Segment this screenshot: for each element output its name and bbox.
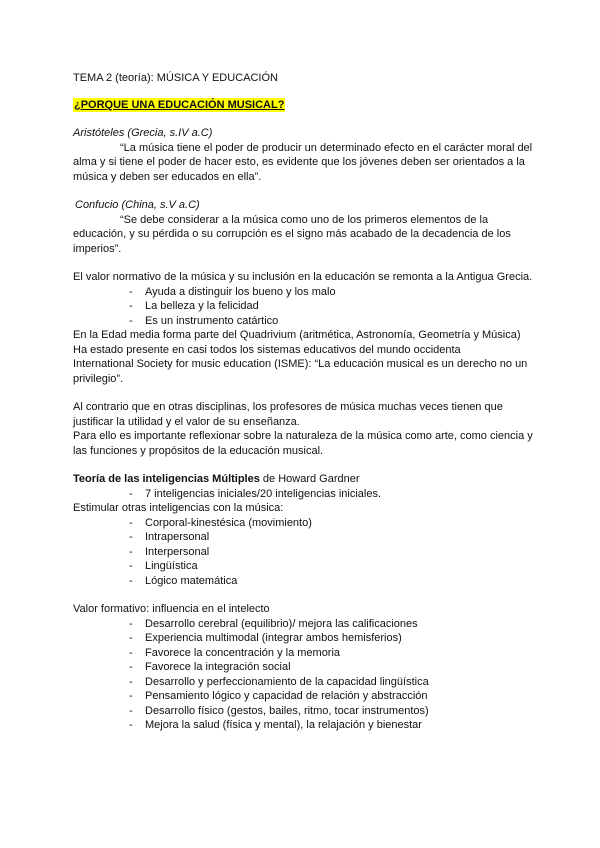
- section-heading: ¿PORQUE UNA EDUCACIÓN MUSICAL?: [74, 98, 285, 111]
- list-item: - Experiencia multimodal (integrar ambos hemisferios): [129, 631, 533, 646]
- paragraph-edad-media: En la Edad media forma parte del Quadrivium (aritmética, Astronomía, Geometría y Música): [73, 329, 521, 341]
- gardner-title: [73, 472, 533, 487]
- list-item: - Desarrollo cerebral (equilibrio)/ mejora las calificaciones: [129, 617, 533, 632]
- paragraph-sistemas: Ha estado presente en casi todos los sistemas educativos del mundo occidenta: [73, 343, 461, 356]
- quote-author-confucio: Confucio (China, s.V a.C): [75, 199, 200, 211]
- list-item: - Interpersonal: [129, 545, 533, 560]
- paragraph-isme: International Society for music education (ISME): “La educación musical es un derecho no un privilegio”.: [73, 358, 528, 385]
- gardner-title-rest: de Howard Gardner: [259, 473, 360, 485]
- quote-text-aristoteles: “La música tiene el poder de producir un determinado efecto en el carácter moral del alma y si tiene el poder de hacer esto, es evidente que los jóvenes deben ser orientados a la música y deben ser educados en ella”.: [73, 141, 533, 183]
- list-item: - Intrapersonal: [129, 530, 533, 545]
- list-item: - Lingüística: [129, 559, 533, 574]
- list-item: - Pensamiento lógico y capacidad de relación y abstracción: [129, 689, 533, 704]
- gardner-title-bold: Teoría de las inteligencias Múltiples: [73, 473, 260, 485]
- document-page: [73, 71, 533, 733]
- list-item: - La belleza y la felicidad: [129, 299, 533, 314]
- grecia-list: [73, 285, 533, 329]
- valor-formativo-list: [73, 617, 533, 733]
- list-item: - Ayuda a distinguir los bueno y los malo: [129, 285, 533, 300]
- gardner-count-list: [73, 487, 533, 502]
- paragraph-valor-normativo: El valor normativo de la música y su inclusión en la educación se remonta a la Antigua Grecia.: [73, 271, 533, 283]
- valor-formativo-title: Valor formativo: influencia en el intelecto: [73, 603, 270, 615]
- inteligencias-list: [73, 516, 533, 589]
- paragraph-reflexionar: Para ello es importante reflexionar sobre la naturaleza de la música como arte, como ciencia y las funciones y propósitos de la educación musical.: [73, 430, 533, 457]
- list-item: - Corporal-kinestésica (movimiento): [129, 516, 533, 531]
- list-item: - Desarrollo físico (gestos, bailes, ritmo, tocar instrumentos): [129, 704, 533, 719]
- quote-text-confucio: “Se debe considerar a la música como uno de los primeros elementos de la educación, y su pérdida o su corrupción es el signo más acabado de la decadencia de los imperios”.: [73, 213, 511, 255]
- list-item: - Es un instrumento catártico: [129, 314, 533, 329]
- list-item: - Mejora la salud (física y mental), la relajación y bienestar: [129, 718, 533, 733]
- list-item: - 7 inteligencias iniciales/20 inteligencias iniciales.: [129, 487, 533, 502]
- list-item: - Lógico matemática: [129, 574, 533, 589]
- paragraph-contrario: Al contrario que en otras disciplinas, los profesores de música muchas veces tienen que justificar la utilidad y el valor de su enseñanza.: [73, 401, 503, 428]
- list-item: - Favorece la concentración y la memoria: [129, 646, 533, 661]
- doc-title: TEMA 2 (teoría): MÚSICA Y EDUCACIÓN: [73, 72, 278, 84]
- quote-author-aristoteles: Aristóteles (Grecia, s.IV a.C): [73, 127, 213, 139]
- list-item: - Favorece la integración social: [129, 660, 533, 675]
- gardner-estimular: Estimular otras inteligencias con la música:: [73, 502, 284, 514]
- list-item: - Desarrollo y perfeccionamiento de la capacidad lingüística: [129, 675, 533, 690]
